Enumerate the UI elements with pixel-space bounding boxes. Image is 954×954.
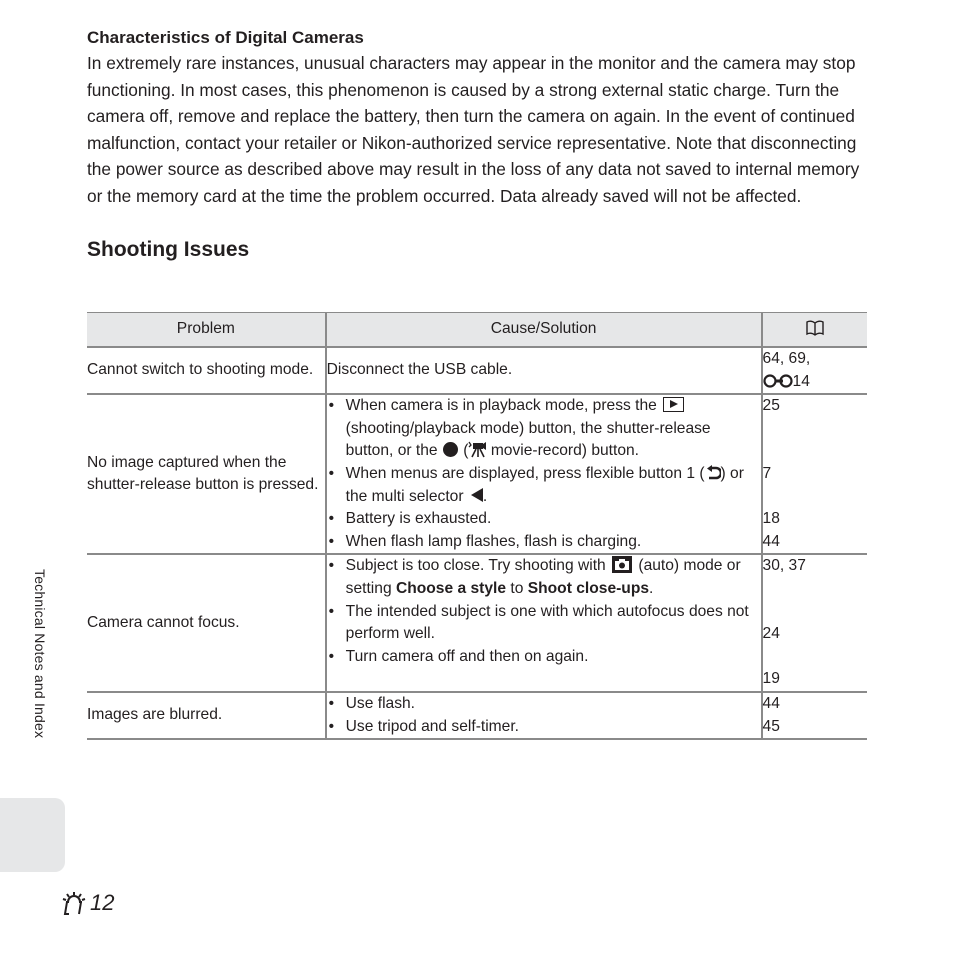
problem-cell: Camera cannot focus. xyxy=(87,554,326,692)
problem-cell: Images are blurred. xyxy=(87,692,326,739)
page-footer xyxy=(60,890,114,916)
page-ref[interactable] xyxy=(763,371,867,394)
table-row xyxy=(87,394,867,554)
table-row xyxy=(87,692,867,739)
list-item: • Battery is exhausted. xyxy=(327,508,761,531)
page-ref[interactable]: 24 xyxy=(762,625,780,643)
cause-cell xyxy=(326,347,762,394)
page-ref[interactable]: 44 xyxy=(762,532,780,550)
list-item: • When flash lamp flashes, flash is charging. xyxy=(327,531,761,554)
list-item: • The intended subject is one with which autofocus does not perform well. xyxy=(327,601,761,646)
record-dot-icon xyxy=(443,442,458,457)
multi-selector-left-icon xyxy=(471,488,483,502)
movie-camera-icon xyxy=(468,441,486,458)
page-ref[interactable]: 64, 69, xyxy=(762,350,811,367)
note-title: Characteristics of Digital Cameras xyxy=(87,28,364,47)
page-ref[interactable]: 30, 37 xyxy=(762,557,806,575)
pages-cell xyxy=(762,347,867,394)
problem-cell: No image captured when the shutter-release button is pressed. xyxy=(87,394,326,554)
page-ref[interactable]: 7 xyxy=(762,464,772,482)
problem-cell: Cannot switch to shooting mode. xyxy=(87,347,326,394)
table-header-row xyxy=(87,313,867,348)
reference-section-icon xyxy=(763,374,793,388)
back-arrow-icon xyxy=(705,465,721,481)
auto-mode-camera-icon xyxy=(612,556,632,573)
cause-cell xyxy=(326,554,762,692)
pages-cell xyxy=(762,554,867,692)
shooting-issues-table xyxy=(87,312,867,740)
list-item: • Use flash. xyxy=(327,693,761,716)
side-section-label: Technical Notes and Index xyxy=(32,569,48,739)
list-item: • When menus are displayed, press flexible button 1 ( ) or the multi selector . xyxy=(327,463,761,508)
list-item: • Turn camera off and then on again. xyxy=(327,646,761,669)
cause-text: Disconnect the USB cable. xyxy=(326,361,513,379)
page-ref[interactable]: 25 xyxy=(762,397,780,415)
header-problem: Problem xyxy=(87,313,326,348)
page-ref[interactable]: 19 xyxy=(762,670,780,688)
table-row xyxy=(87,347,867,394)
playback-button-icon xyxy=(663,397,684,412)
header-reference xyxy=(762,313,867,348)
list-item: • When camera is in playback mode, press the (shooting/playback mode) button, the shutter-release button, or the ( movie-record) button. xyxy=(327,395,761,463)
header-cause-solution: Cause/Solution xyxy=(326,313,762,348)
section-tab xyxy=(0,798,65,872)
table-row xyxy=(87,554,867,692)
page-number: 12 xyxy=(90,890,115,915)
list-item: • Subject is too close. Try shooting with (auto) mode or setting Choose a style to Shoot close-ups. xyxy=(327,555,761,600)
page-ref[interactable]: 44 xyxy=(762,694,780,712)
cause-cell xyxy=(326,692,762,739)
page-ref-number: 14 xyxy=(792,372,810,390)
pages-cell xyxy=(762,692,867,739)
technical-notes-icon xyxy=(60,890,88,916)
cause-cell xyxy=(326,394,762,554)
page-ref[interactable]: 18 xyxy=(762,510,780,528)
section-title: Shooting Issues xyxy=(87,237,250,261)
book-icon xyxy=(806,320,824,336)
note-body: In extremely rare instances, unusual characters may appear in the monitor and the camera may stop functioning. In most cases, this phenomenon is caused by a strong external static charge. Turn the camera off, remove and replace the battery, then turn the camera on again. In the event of continued malfunction, contact your retailer or Nikon-authorized service representative. Note that disconnecting the power source as described above may result in the loss of any data not saved to internal memory or the memory card at the time the problem occurred. Data already saved will not be affected. xyxy=(87,53,860,206)
list-item: • Use tripod and self-timer. xyxy=(327,716,761,739)
page-content xyxy=(87,26,867,264)
pages-cell xyxy=(762,394,867,554)
page-ref[interactable]: 45 xyxy=(762,717,780,735)
